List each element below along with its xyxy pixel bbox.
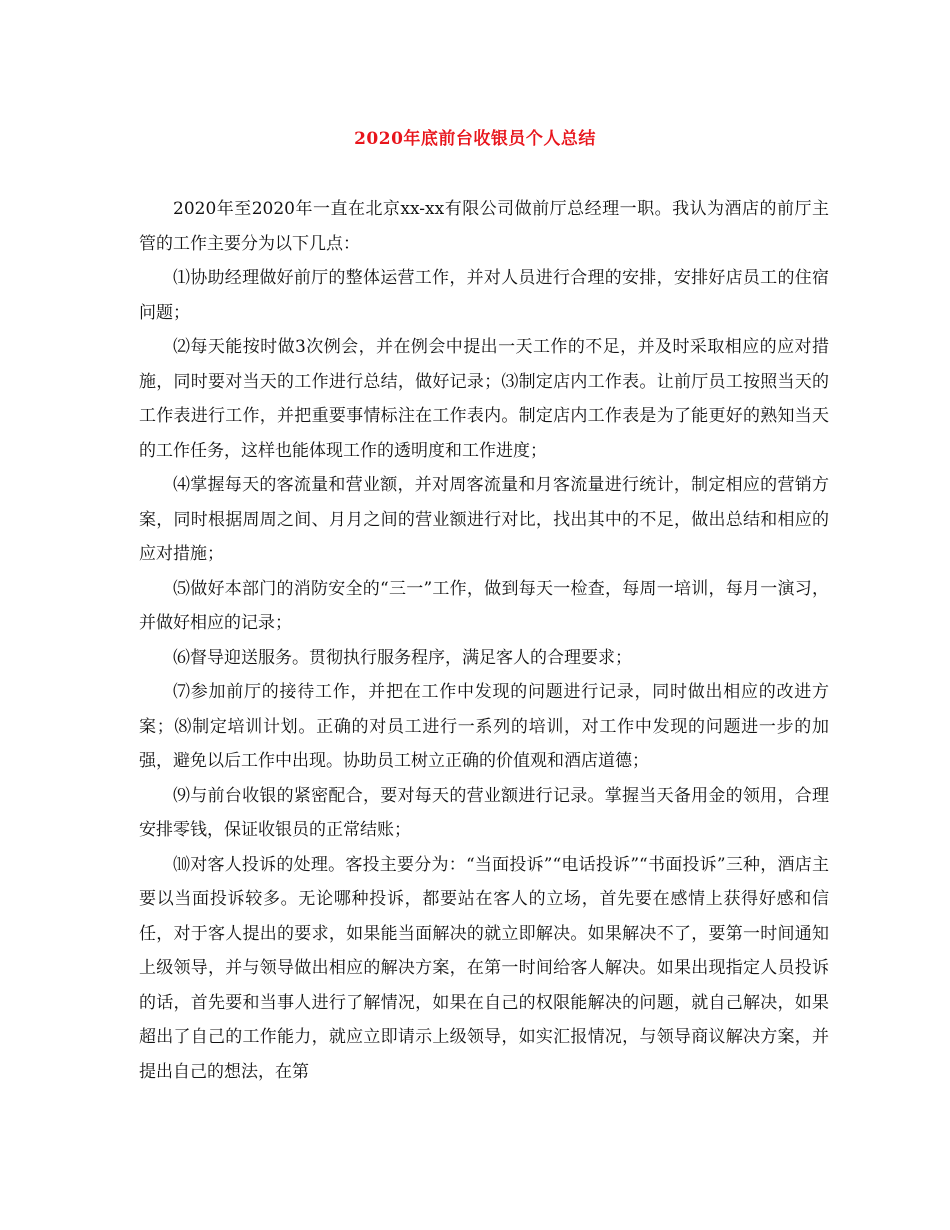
- paragraph-item-1: ⑴协助经理做好前厅的整体运营工作，并对人员进行合理的安排，安排好店员工的住宿问题；: [139, 268, 829, 323]
- intro-paragraph: 2020年至2020年一直在北京xx-xx有限公司做前厅总经理一职。我认为酒店的前厅主管的工作主要分为以下几点：: [139, 199, 829, 254]
- document-body: [139, 192, 829, 1089]
- paragraph-item-10: ⑽对客人投诉的处理。客投主要分为：“当面投诉”“电话投诉”“书面投诉”三种，酒店主要以当面投诉较多。无论哪种投诉，都要站在客人的立场，首先要在感情上获得好感和信任，对于客人提出的要求，如果能当面解决的就立即解决。如果解决不了，要第一时间通知上级领导，并与领导做出相应的解决方案，在第一时间给客人解决。如果出现指定人员投诉的话，首先要和当事人进行了解情况，如果在自己的权限能解决的问题，就自己解决，如果超出了自己的工作能力，就应立即请示上级领导，如实汇报情况，与领导商议解决方案，并提出自己的想法，在第: [139, 854, 829, 1082]
- paragraph-item-6: ⑹督导迎送服务。贯彻执行服务程序，满足客人的合理要求；: [173, 647, 632, 668]
- paragraph-item-5: ⑸做好本部门的消防安全的“三一”工作，做到每天一检查，每周一培训，每月一演习，并做好相应的记录；: [139, 578, 829, 633]
- paragraph-item-4: ⑷掌握每天的客流量和营业额，并对周客流量和月客流量进行统计，制定相应的营销方案，同时根据周周之间、月月之间的营业额进行对比，找出其中的不足，做出总结和相应的应对措施；: [139, 475, 829, 564]
- paragraph-item-7-8: ⑺参加前厅的接待工作，并把在工作中发现的问题进行记录，同时做出相应的改进方案；⑻制定培训计划。正确的对员工进行一系列的培训，对工作中发现的问题进一步的加强，避免以后工作中出现。协助员工树立正确的价值观和酒店道德；: [139, 682, 829, 771]
- paragraph-item-9: ⑼与前台收银的紧密配合，要对每天的营业额进行记录。掌握当天备用金的领用，合理安排零钱，保证收银员的正常结账；: [139, 785, 829, 840]
- document-title: 2020年底前台收银员个人总结: [354, 129, 596, 149]
- paragraph-item-2-3: ⑵每天能按时做3次例会，并在例会中提出一天工作的不足，并及时采取相应的应对措施，同时要对当天的工作进行总结，做好记录；⑶制定店内工作表。让前厅员工按照当天的工作表进行工作，并把重要事情标注在工作表内。制定店内工作表是为了能更好的熟知当天的工作任务，这样也能体现工作的透明度和工作进度；: [139, 337, 829, 461]
